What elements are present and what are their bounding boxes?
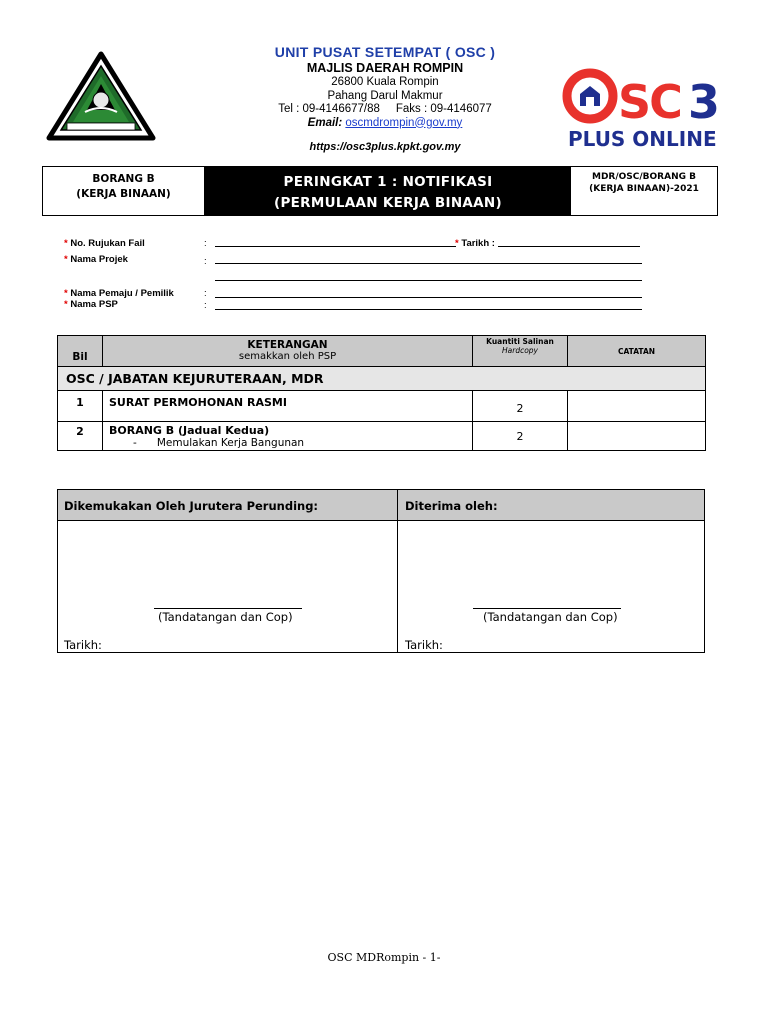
col-keterangan [103, 336, 473, 367]
letterhead [200, 44, 570, 153]
projek-input-line-1[interactable] [215, 263, 642, 264]
svg-text:3: 3 [688, 75, 721, 129]
right-sign-caption: (Tandatangan dan Cop) [483, 610, 618, 624]
table-group-row [58, 367, 706, 391]
form-code-line-1: MDR/OSC/BORANG B [592, 172, 696, 182]
row-qty: 2 [473, 391, 568, 422]
col-catatan: CATATAN [568, 336, 706, 367]
unit-title: UNIT PUSAT SETEMPAT ( OSC ) [274, 44, 496, 60]
form-stage [205, 167, 571, 215]
field-projek-label [64, 254, 128, 266]
col-kuantiti-title: Kuantiti Salinan [486, 337, 554, 346]
row-desc: SURAT PERMOHONAN RASMI [103, 391, 473, 422]
council-name: MAJLIS DAERAH ROMPIN [306, 61, 464, 75]
form-code-line-2: (KERJA BINAAN)-2021 [589, 184, 699, 194]
row-bil: 1 [58, 391, 103, 422]
fax-text: Faks : 09-4146077 [395, 103, 492, 115]
required-mark: * [64, 254, 68, 265]
required-mark: * [64, 288, 68, 299]
submitted-by-label: Dikemukakan Oleh Jurutera Perunding: [64, 499, 319, 513]
form-type-line-2: (KERJA BINAAN) [76, 188, 171, 200]
rujukan-label-text: No. Rujukan Fail [70, 238, 145, 249]
row-note[interactable] [568, 391, 706, 422]
received-by-label: Diterima oleh: [405, 499, 498, 513]
form-type-line-1: BORANG B [92, 173, 155, 185]
colon: : [204, 256, 207, 267]
required-mark: * [64, 299, 68, 310]
table-header-row [58, 336, 706, 367]
col-keterangan-sub: semakkan oleh PSP [238, 351, 337, 362]
document-checklist-table [57, 335, 706, 451]
psp-input-line[interactable] [215, 309, 642, 310]
form-stage-line-1: PERINGKAT 1 : NOTIFIKASI [283, 174, 493, 190]
pemaju-input-line[interactable] [215, 297, 642, 298]
row-sub-text: Memulakan Kerja Bangunan [156, 437, 305, 449]
field-tarikh-label [455, 238, 495, 250]
svg-text:SC: SC [618, 75, 681, 129]
col-kuantiti-sub: Hardcopy [502, 346, 538, 355]
colon: : [204, 288, 207, 299]
form-code [571, 167, 717, 215]
left-sign-caption: (Tandatangan dan Cop) [158, 610, 293, 624]
form-title-box [42, 166, 718, 216]
field-psp-label [64, 299, 118, 311]
table-row [58, 391, 706, 422]
group-label: OSC / JABATAN KEJURUTERAAN, MDR [58, 367, 706, 391]
form-stage-line-2: (PERMULAAN KERJA BINAAN) [274, 195, 502, 211]
field-rujukan-label [64, 238, 145, 250]
tarikh-input-line[interactable] [498, 246, 640, 247]
email-link[interactable]: oscmdrompin@gov.my [345, 116, 463, 129]
form-type [43, 167, 205, 215]
psp-label-text: Nama PSP [70, 299, 118, 310]
row-qty: 2 [473, 422, 568, 451]
col-keterangan-title: KETERANGAN [247, 339, 328, 351]
required-mark: * [64, 238, 68, 249]
page-footer: OSC MDRompin - 1- [327, 951, 441, 964]
tarikh-label-text: Tarikh : [461, 238, 495, 249]
col-bil: Bil [58, 336, 103, 367]
council-seal-logo [45, 50, 157, 142]
signature-box [57, 489, 705, 653]
required-mark: * [455, 238, 459, 249]
address-line-1: 26800 Kuala Rompin [331, 76, 439, 88]
rujukan-input-line[interactable] [215, 246, 456, 247]
row-desc-cell [103, 422, 473, 451]
row-desc: BORANG B (Jadual Kedua) [109, 424, 270, 437]
address-line-2: Pahang Darul Makmur [327, 89, 443, 102]
email-line [200, 117, 570, 131]
pemaju-label-text: Nama Pemaju / Pemilik [70, 288, 174, 299]
left-date-label: Tarikh: [64, 638, 102, 652]
osc3-sub-text: PLUS ONLINE [568, 127, 717, 151]
contact-line [200, 103, 570, 117]
col-kuantiti [473, 336, 568, 367]
row-sub-item [109, 437, 472, 449]
projek-label-text: Nama Projek [70, 254, 128, 265]
colon: : [204, 300, 207, 311]
phone-text: Tel : 09-4146677/88 [278, 103, 380, 115]
table-row [58, 422, 706, 451]
projek-input-line-2[interactable] [215, 280, 642, 281]
row-bil: 2 [58, 422, 103, 451]
email-label: Email: [307, 116, 343, 129]
right-date-label: Tarikh: [405, 638, 443, 652]
signature-divider [397, 490, 398, 652]
colon: : [204, 238, 207, 249]
osc3-plus-online-logo [560, 62, 730, 152]
website-link[interactable]: https://osc3plus.kpkt.gov.my [309, 141, 461, 153]
row-note[interactable] [568, 422, 706, 451]
right-signature-line[interactable] [473, 608, 621, 609]
sub-bullet: - [133, 437, 137, 449]
left-signature-line[interactable] [154, 608, 302, 609]
